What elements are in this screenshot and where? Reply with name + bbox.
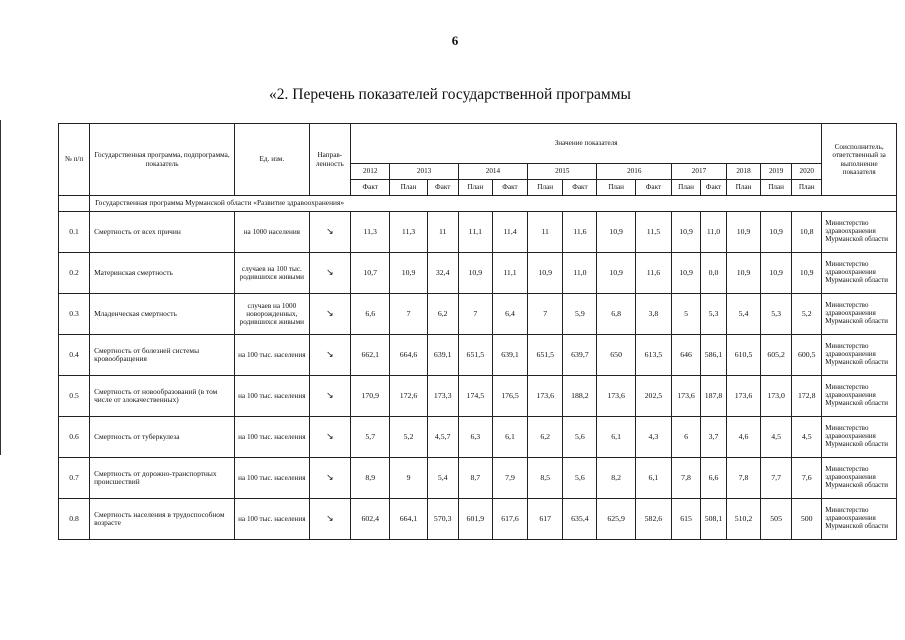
value-cell: 10,9 xyxy=(390,253,427,294)
value-type-header: План xyxy=(597,180,635,196)
header-unit: Ед. изм. xyxy=(235,124,310,196)
unit-cell: на 100 тыс. населения xyxy=(235,458,310,499)
value-cell: 7,6 xyxy=(792,458,822,499)
value-type-header: План xyxy=(672,180,701,196)
value-type-header: Факт xyxy=(563,180,597,196)
value-cell: 10,7 xyxy=(351,253,390,294)
executor-cell: Министерство здравоохранения Мурманской области xyxy=(822,253,897,294)
value-cell: 500 xyxy=(792,499,822,540)
value-cell: 570,3 xyxy=(427,499,458,540)
page-number: 6 xyxy=(451,33,459,48)
unit-cell: на 100 тыс. населения xyxy=(235,376,310,417)
year-header: 2018 xyxy=(726,164,760,180)
value-cell: 5,9 xyxy=(563,294,597,335)
value-cell: 10,9 xyxy=(672,253,701,294)
value-cell: 7 xyxy=(390,294,427,335)
value-cell: 10,9 xyxy=(792,253,822,294)
value-cell: 172,8 xyxy=(792,376,822,417)
row-number: 0.7 xyxy=(59,458,90,499)
unit-cell: на 100 тыс. населения xyxy=(235,417,310,458)
value-cell: 508,1 xyxy=(701,499,727,540)
indicator-row xyxy=(59,212,897,253)
value-cell: 8,2 xyxy=(597,458,635,499)
value-cell: 11,3 xyxy=(390,212,427,253)
value-cell: 8,7 xyxy=(458,458,492,499)
program-num-cell xyxy=(59,196,90,212)
indicator-name: Смертность от туберкулеза xyxy=(90,417,235,458)
year-header: 2013 xyxy=(390,164,458,180)
value-cell: 646 xyxy=(672,335,701,376)
value-cell: 615 xyxy=(672,499,701,540)
value-cell: 635,4 xyxy=(563,499,597,540)
value-cell: 617,6 xyxy=(492,499,527,540)
value-cell: 10,9 xyxy=(597,212,635,253)
indicator-name: Смертность от новообразований (в том числе от злокачественных) xyxy=(90,376,235,417)
indicator-name: Смертность от болезней системы кровообращения xyxy=(90,335,235,376)
indicator-name: Смертность от дорожно-транспортных происшествий xyxy=(90,458,235,499)
value-cell: 5,2 xyxy=(792,294,822,335)
value-cell: 8,9 xyxy=(351,458,390,499)
value-cell: 651,5 xyxy=(458,335,492,376)
value-cell: 6,6 xyxy=(351,294,390,335)
year-header: 2017 xyxy=(672,164,727,180)
value-cell: 7 xyxy=(458,294,492,335)
value-cell: 173,6 xyxy=(597,376,635,417)
row-number: 0.5 xyxy=(59,376,90,417)
value-cell: 6,3 xyxy=(458,417,492,458)
direction-down-arrow-icon: ↘ xyxy=(309,212,350,253)
value-cell: 6,2 xyxy=(427,294,458,335)
value-type-header: Факт xyxy=(427,180,458,196)
value-cell: 5,2 xyxy=(390,417,427,458)
value-cell: 170,9 xyxy=(351,376,390,417)
value-cell: 11,1 xyxy=(458,212,492,253)
value-cell: 602,4 xyxy=(351,499,390,540)
value-cell: 11 xyxy=(528,212,563,253)
value-cell: 4,5 xyxy=(761,417,792,458)
header-direction: Направ-ленность xyxy=(309,124,350,196)
year-header: 2019 xyxy=(761,164,792,180)
value-cell: 11,0 xyxy=(563,253,597,294)
value-cell: 639,1 xyxy=(427,335,458,376)
value-type-header: План xyxy=(726,180,760,196)
value-cell: 188,2 xyxy=(563,376,597,417)
year-header: 2016 xyxy=(597,164,672,180)
value-cell: 173,6 xyxy=(726,376,760,417)
value-cell: 6,1 xyxy=(492,417,527,458)
value-cell: 173,3 xyxy=(427,376,458,417)
value-cell: 11 xyxy=(427,212,458,253)
value-cell: 6,1 xyxy=(635,458,671,499)
value-cell: 173,6 xyxy=(528,376,563,417)
value-cell: 605,2 xyxy=(761,335,792,376)
value-cell: 6,1 xyxy=(597,417,635,458)
value-cell: 617 xyxy=(528,499,563,540)
value-cell: 173,0 xyxy=(761,376,792,417)
value-cell: 11,4 xyxy=(492,212,527,253)
executor-cell: Министерство здравоохранения Мурманской области xyxy=(822,294,897,335)
row-number: 0.6 xyxy=(59,417,90,458)
value-cell: 10,9 xyxy=(761,253,792,294)
executor-cell: Министерство здравоохранения Мурманской области xyxy=(822,335,897,376)
value-cell: 664,1 xyxy=(390,499,427,540)
value-cell: 4,5,7 xyxy=(427,417,458,458)
value-cell: 11,3 xyxy=(351,212,390,253)
row-number: 0.4 xyxy=(59,335,90,376)
value-cell: 586,1 xyxy=(701,335,727,376)
year-header: 2014 xyxy=(458,164,527,180)
value-cell: 187,8 xyxy=(701,376,727,417)
value-cell: 174,5 xyxy=(458,376,492,417)
indicator-row xyxy=(59,458,897,499)
indicator-name: Материнская смертность xyxy=(90,253,235,294)
direction-down-arrow-icon: ↘ xyxy=(309,335,350,376)
row-number: 0.2 xyxy=(59,253,90,294)
value-cell: 639,7 xyxy=(563,335,597,376)
indicator-name: Младенческая смертность xyxy=(90,294,235,335)
value-type-header: План xyxy=(528,180,563,196)
value-cell: 5,7 xyxy=(351,417,390,458)
value-cell: 6,4 xyxy=(492,294,527,335)
value-cell: 4,5 xyxy=(792,417,822,458)
unit-cell: на 1000 населения xyxy=(235,212,310,253)
value-type-header: План xyxy=(390,180,427,196)
unit-cell: на 100 тыс. населения xyxy=(235,335,310,376)
value-cell: 11,5 xyxy=(635,212,671,253)
value-cell: 6 xyxy=(672,417,701,458)
value-cell: 651,5 xyxy=(528,335,563,376)
year-header: 2020 xyxy=(792,164,822,180)
header-num: № п/п xyxy=(59,124,90,196)
value-cell: 32,4 xyxy=(427,253,458,294)
value-cell: 639,1 xyxy=(492,335,527,376)
value-cell: 172,6 xyxy=(390,376,427,417)
year-header: 2015 xyxy=(528,164,597,180)
value-cell: 202,5 xyxy=(635,376,671,417)
document-title: «2. Перечень показателей государственной программы xyxy=(269,86,631,103)
value-cell: 3,8 xyxy=(635,294,671,335)
value-cell: 601,9 xyxy=(458,499,492,540)
value-cell: 662,1 xyxy=(351,335,390,376)
value-cell: 10,8 xyxy=(792,212,822,253)
value-cell: 5,4 xyxy=(726,294,760,335)
value-cell: 600,5 xyxy=(792,335,822,376)
value-cell: 6,6 xyxy=(701,458,727,499)
value-cell: 5 xyxy=(672,294,701,335)
value-cell: 582,6 xyxy=(635,499,671,540)
indicator-row xyxy=(59,294,897,335)
row-number: 0.3 xyxy=(59,294,90,335)
value-cell: 6,2 xyxy=(528,417,563,458)
program-row xyxy=(59,196,897,212)
value-cell: 11,6 xyxy=(635,253,671,294)
row-number: 0.8 xyxy=(59,499,90,540)
value-cell: 8,5 xyxy=(528,458,563,499)
value-cell: 613,5 xyxy=(635,335,671,376)
value-cell: 10,9 xyxy=(726,212,760,253)
unit-cell: случаев на 1000 новорожденных, родившихся живыми xyxy=(235,294,310,335)
executor-cell: Министерство здравоохранения Мурманской области xyxy=(822,458,897,499)
value-cell: 7,7 xyxy=(761,458,792,499)
executor-cell: Министерство здравоохранения Мурманской области xyxy=(822,417,897,458)
executor-cell: Министерство здравоохранения Мурманской области xyxy=(822,499,897,540)
row-number: 0.1 xyxy=(59,212,90,253)
value-cell: 7,8 xyxy=(726,458,760,499)
value-cell: 505 xyxy=(761,499,792,540)
header-value: Значение показателя xyxy=(351,124,822,164)
direction-down-arrow-icon: ↘ xyxy=(309,499,350,540)
value-cell: 610,5 xyxy=(726,335,760,376)
value-type-header: Факт xyxy=(492,180,527,196)
value-cell: 3,7 xyxy=(701,417,727,458)
indicator-row xyxy=(59,376,897,417)
indicator-row xyxy=(59,253,897,294)
value-cell: 650 xyxy=(597,335,635,376)
indicator-name: Смертность населения в трудоспособном возрасте xyxy=(90,499,235,540)
value-cell: 10,9 xyxy=(672,212,701,253)
value-cell: 4,3 xyxy=(635,417,671,458)
value-cell: 5,4 xyxy=(427,458,458,499)
value-cell: 11,0 xyxy=(701,212,727,253)
value-cell: 10,9 xyxy=(726,253,760,294)
value-cell: 510,2 xyxy=(726,499,760,540)
direction-down-arrow-icon: ↘ xyxy=(309,376,350,417)
direction-down-arrow-icon: ↘ xyxy=(309,253,350,294)
year-header: 2012 xyxy=(351,164,390,180)
value-cell: 5,3 xyxy=(701,294,727,335)
value-type-header: План xyxy=(761,180,792,196)
value-cell: 11,6 xyxy=(563,212,597,253)
executor-cell: Министерство здравоохранения Мурманской области xyxy=(822,376,897,417)
direction-down-arrow-icon: ↘ xyxy=(309,417,350,458)
value-cell: 0,0 xyxy=(701,253,727,294)
value-type-header: Факт xyxy=(635,180,671,196)
value-cell: 5,6 xyxy=(563,417,597,458)
indicators-table xyxy=(58,123,897,540)
executor-cell: Министерство здравоохранения Мурманской области xyxy=(822,212,897,253)
value-type-header: Факт xyxy=(351,180,390,196)
direction-down-arrow-icon: ↘ xyxy=(309,294,350,335)
value-cell: 664,6 xyxy=(390,335,427,376)
value-cell: 173,6 xyxy=(672,376,701,417)
program-title: Государственная программа Мурманской области «Развитие здравоохранения» xyxy=(90,196,897,212)
value-cell: 4,6 xyxy=(726,417,760,458)
value-cell: 7,9 xyxy=(492,458,527,499)
value-type-header: План xyxy=(792,180,822,196)
value-cell: 9 xyxy=(390,458,427,499)
header-executor: Соисполнитель, ответственный за выполнение показателя xyxy=(822,124,897,196)
value-cell: 176,5 xyxy=(492,376,527,417)
unit-cell: случаев на 100 тыс. родившихся живыми xyxy=(235,253,310,294)
indicator-name: Смертность от всех причин xyxy=(90,212,235,253)
value-cell: 10,9 xyxy=(458,253,492,294)
value-cell: 7 xyxy=(528,294,563,335)
direction-down-arrow-icon: ↘ xyxy=(309,458,350,499)
value-cell: 7,8 xyxy=(672,458,701,499)
indicator-row xyxy=(59,499,897,540)
unit-cell: на 100 тыс. населения xyxy=(235,499,310,540)
indicator-row xyxy=(59,417,897,458)
value-cell: 5,6 xyxy=(563,458,597,499)
value-cell: 5,3 xyxy=(761,294,792,335)
value-cell: 6,8 xyxy=(597,294,635,335)
value-type-header: План xyxy=(458,180,492,196)
value-type-header: Факт xyxy=(701,180,727,196)
value-cell: 10,9 xyxy=(597,253,635,294)
value-cell: 11,1 xyxy=(492,253,527,294)
value-cell: 10,9 xyxy=(528,253,563,294)
indicator-row xyxy=(59,335,897,376)
value-cell: 10,9 xyxy=(761,212,792,253)
value-cell: 625,9 xyxy=(597,499,635,540)
header-name: Государственная программа, подпрограмма, показатель xyxy=(90,124,235,196)
binding-margin-line xyxy=(0,120,1,455)
